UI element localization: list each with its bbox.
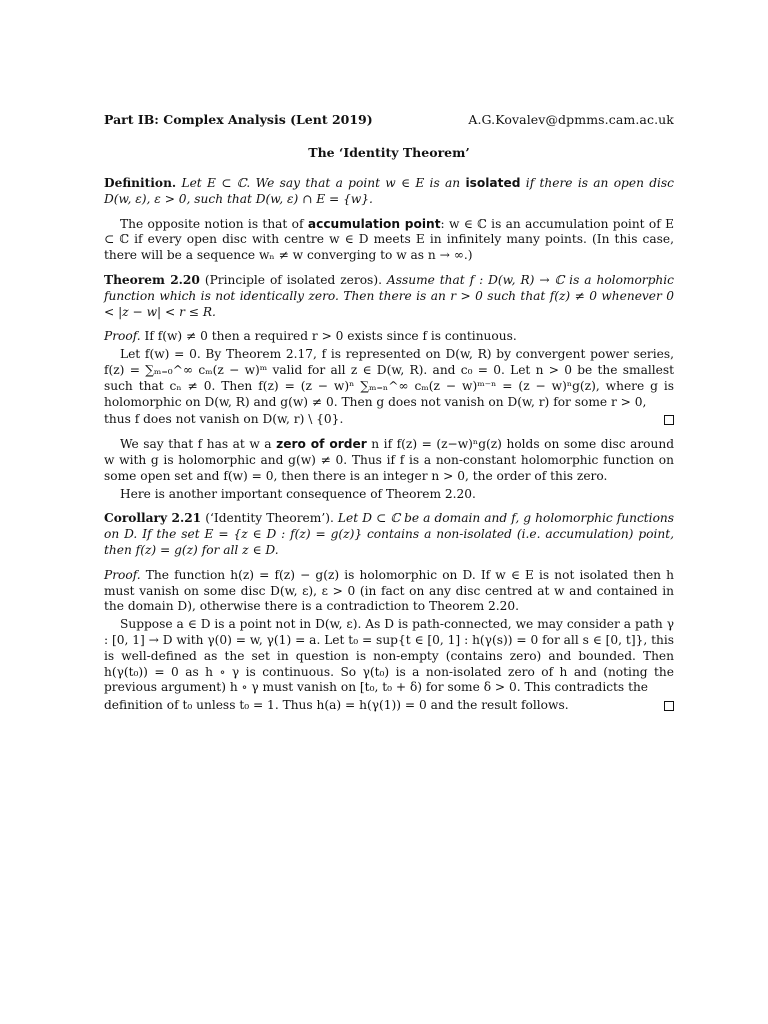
theorem-paragraph — [104, 273, 674, 320]
definition-term: isolated — [465, 176, 521, 190]
page-header — [104, 112, 674, 127]
accumulation-term: accumulation point — [307, 216, 441, 231]
proof1-line3 — [104, 412, 674, 428]
proof2-label: Proof. — [104, 567, 141, 582]
definition-paragraph — [104, 176, 674, 208]
corollary-label: Corollary 2.21 — [104, 511, 202, 526]
accumulation-text-b: : w ∈ ℂ is an accumulation point of E ⊂ ℂ if every open disc with centre w ∈ D meets E in infinitely many points. (In this case, there will be a sequence wₙ ≠ w converging to w as n → ∞.) — [104, 216, 674, 263]
proof2-para1 — [104, 568, 674, 615]
proof2-para1-text: The function h(z) = f(z) − g(z) is holomorphic on D. If w ∈ E is not isolated then h must vanish on some disc D(w, ε), ε > 0 (in fact on any disc centred at w and contained in the domain D), otherwise there is a contradiction to Theorem 2.20. — [104, 567, 675, 614]
zero-order-text-a: We say that f has at w a — [120, 437, 272, 452]
theorem-text: Assume that f : D(w, R) → ℂ is a holomorphic function which is not identically zero. Then there is an r > 0 such that f(z) ≠ 0 whenever 0 < |z − w| < r ≤ R. — [104, 272, 674, 319]
zero-order-paragraph — [104, 437, 674, 484]
document-title: The ‘Identity Theorem’ — [308, 145, 470, 160]
qed-square-icon — [664, 415, 674, 425]
proof2-last-line — [104, 698, 674, 714]
qed-square-icon — [664, 701, 674, 711]
proof2-para2: Suppose a ∈ D is a point not in D(w, ε). As D is path-connected, we may consider a path γ : [0, 1] → D with γ(0) = w, γ(1) = a. Let t₀ = sup{t ∈ [0, 1] : h(γ(s)) = 0 for all s ∈ [0, t]}, this is well-defined as the set in question is non-empty (contains zero) and bounded. Then h(γ(t₀)) = 0 as h ∘ γ is continuous. So γ(t₀) is a non-isolated zero of h and (noting the previous argument) h ∘ γ must vanish on [t₀, t₀ + δ) for some δ > 0. This contradicts the — [104, 617, 674, 695]
corollary-name: (‘Identity Theorem’). — [205, 511, 334, 526]
accumulation-text-a: The opposite notion is that of — [120, 216, 304, 231]
definition-label: Definition. — [104, 176, 177, 190]
zero-order-term: zero of order — [276, 437, 367, 452]
theorem-name: (Principle of isolated zeros). — [204, 272, 382, 287]
definition-text-b: if there is an open disc D(w, ε), ε > 0, such that D(w, ε) ∩ E = {w}. — [104, 176, 675, 206]
zero-order-line2: Here is another important consequence of Theorem 2.20. — [120, 486, 476, 501]
theorem-label: Theorem 2.20 — [104, 272, 200, 287]
course-title: Part IB: Complex Analysis (Lent 2019) — [104, 112, 373, 127]
accumulation-paragraph — [104, 217, 674, 264]
zero-order-text-b: n if f(z) = (z−w)ⁿg(z) holds on some disc around w with g is holomorphic and g(w) ≠ 0. Thus if f is a non-constant holomorphic function on some open set and f(w) = 0, then there is an integer n > 0, the order of this zero. — [104, 437, 675, 483]
author-email: A.G.Kovalev@dpmms.cam.ac.uk — [468, 112, 674, 127]
proof2-last-text: definition of t₀ unless t₀ = 1. Thus h(a) = h(γ(1)) = 0 and the result follows. — [104, 698, 569, 713]
proof1-label: Proof. — [104, 329, 141, 344]
proof1-line1 — [104, 329, 674, 345]
proof1-line2: Let f(w) = 0. By Theorem 2.17, f is represented on D(w, R) by convergent power series, f(z) = ∑ₘ₌₀^∞ cₘ(z − w)ᵐ valid for all z ∈ D(w, R). and c₀ = 0. Let n > 0 be the smallest such that cₙ ≠ 0. Then f(z) = (z − w)ⁿ ∑ₘ₌ₙ^∞ cₘ(z − w)ᵐ⁻ⁿ = (z − w)ⁿg(z), where g is holomorphic on D(w, R) and g(w) ≠ 0. Then g does not vanish on D(w, r) for some r > 0, — [104, 347, 674, 409]
corollary-paragraph — [104, 511, 674, 558]
proof1-line3-text: thus f does not vanish on D(w, r) \ {0}. — [104, 412, 344, 427]
corollary-text: Let D ⊂ ℂ be a domain and f, g holomorphic functions on D. If the set E = {z ∈ D : f(z) = g(z)} contains a non-isolated (i.e. accumulation) point, then f(z) = g(z) for all z ∈ D. — [104, 511, 675, 557]
proof1-line1-text: If f(w) ≠ 0 then a required r > 0 exists since f is continuous. — [144, 329, 517, 344]
definition-text-a: Let E ⊂ ℂ. We say that a point w ∈ E is an — [181, 176, 461, 190]
